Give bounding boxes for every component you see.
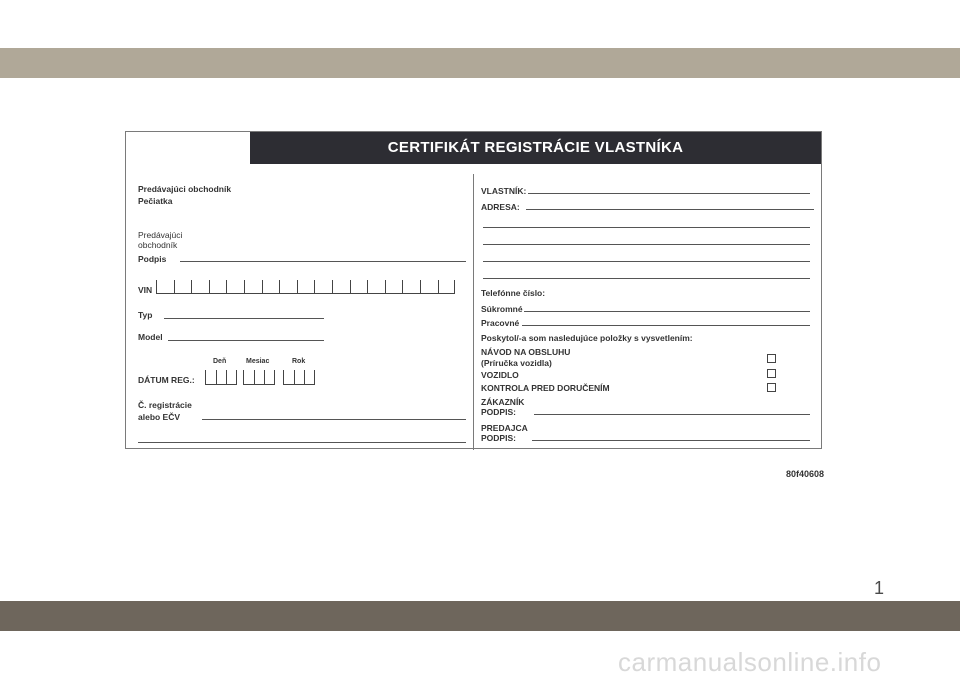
day-label: Deň xyxy=(213,358,227,365)
type-label: Typ xyxy=(138,310,153,320)
vin-cell[interactable] xyxy=(191,280,209,294)
model-line[interactable] xyxy=(168,340,324,341)
address-line-1[interactable] xyxy=(526,209,814,210)
address-line-4[interactable] xyxy=(483,261,810,262)
work-phone-line[interactable] xyxy=(522,325,810,326)
dealer-signature-line[interactable] xyxy=(180,261,466,262)
vin-cell[interactable] xyxy=(385,280,403,294)
column-divider xyxy=(473,174,474,450)
vin-boxes[interactable] xyxy=(156,280,455,294)
vin-cell[interactable] xyxy=(156,280,174,294)
form-title: CERTIFIKÁT REGISTRÁCIE VLASTNÍKA xyxy=(250,132,821,164)
vin-cell[interactable] xyxy=(420,280,438,294)
vehicle-checkbox[interactable] xyxy=(767,369,776,378)
vin-cell[interactable] xyxy=(279,280,297,294)
model-label: Model xyxy=(138,332,163,342)
vin-cell[interactable] xyxy=(209,280,227,294)
watermark: carmanualsonline.info xyxy=(618,647,882,677)
vin-cell[interactable] xyxy=(262,280,280,294)
seller-signature-line[interactable] xyxy=(532,440,810,441)
reg-day-boxes[interactable] xyxy=(205,370,237,385)
reg-no-label-1: Č. registrácie xyxy=(138,400,192,410)
manual-label-1: NÁVOD NA OBSLUHU xyxy=(481,347,571,357)
page-number: 1 xyxy=(874,578,885,598)
reg-no-label-2: alebo EČV xyxy=(138,412,181,422)
top-band xyxy=(0,48,960,78)
customer-label-2: PODPIS: xyxy=(481,407,516,417)
seller-label-1: PREDAJCA xyxy=(481,423,528,433)
private-phone-line[interactable] xyxy=(524,311,810,312)
customer-label-1: ZÁKAZNÍK xyxy=(481,397,525,407)
signature-label: Podpis xyxy=(138,254,167,264)
vin-cell[interactable] xyxy=(332,280,350,294)
work-phone-label: Pracovné xyxy=(481,318,520,328)
inspection-label: KONTROLA PRED DORUČENÍM xyxy=(481,383,610,393)
year-label: Rok xyxy=(292,358,306,365)
address-label: ADRESA: xyxy=(481,202,520,212)
owner-label: VLASTNÍK: xyxy=(481,186,527,196)
phone-label: Telefónne číslo: xyxy=(481,288,546,298)
address-line-2[interactable] xyxy=(483,227,810,228)
registration-form-card xyxy=(125,131,822,449)
reg-year-boxes[interactable] xyxy=(283,370,315,385)
address-line-3[interactable] xyxy=(483,244,810,245)
vin-cell[interactable] xyxy=(367,280,385,294)
vin-cell[interactable] xyxy=(297,280,315,294)
vin-cell[interactable] xyxy=(350,280,368,294)
vin-cell[interactable] xyxy=(314,280,332,294)
dealer-sig-label-1: Predávajúci xyxy=(138,230,183,240)
dealer-sig-label-2: obchodník xyxy=(138,240,178,250)
month-label: Mesiac xyxy=(246,358,270,365)
reg-extra-line[interactable] xyxy=(138,442,466,443)
figure-code: 80f40608 xyxy=(786,469,825,479)
vin-cell[interactable] xyxy=(174,280,192,294)
provided-items-label: Poskytol/-a som nasledujúce položky s vysvetlením: xyxy=(481,333,693,343)
vin-label: VIN xyxy=(138,285,153,295)
vin-cell[interactable] xyxy=(244,280,262,294)
inspection-checkbox[interactable] xyxy=(767,383,776,392)
reg-date-label: DÁTUM REG.: xyxy=(138,375,195,385)
customer-signature-line[interactable] xyxy=(534,414,810,415)
vin-cell[interactable] xyxy=(438,280,456,294)
vin-cell[interactable] xyxy=(402,280,420,294)
manual-label-2: (Príručka vozidla) xyxy=(481,358,552,368)
address-line-5[interactable] xyxy=(483,278,810,279)
seller-label-2: PODPIS: xyxy=(481,433,516,443)
dealer-label: Predávajúci obchodník xyxy=(138,184,232,194)
owner-line[interactable] xyxy=(528,193,810,194)
type-line[interactable] xyxy=(164,318,324,319)
manual-checkbox[interactable] xyxy=(767,354,776,363)
reg-no-line[interactable] xyxy=(202,419,466,420)
vehicle-label: VOZIDLO xyxy=(481,370,519,380)
bottom-band xyxy=(0,601,960,631)
vin-cell[interactable] xyxy=(226,280,244,294)
stamp-label: Pečiatka xyxy=(138,196,173,206)
private-phone-label: Súkromné xyxy=(481,304,523,314)
reg-month-boxes[interactable] xyxy=(243,370,275,385)
